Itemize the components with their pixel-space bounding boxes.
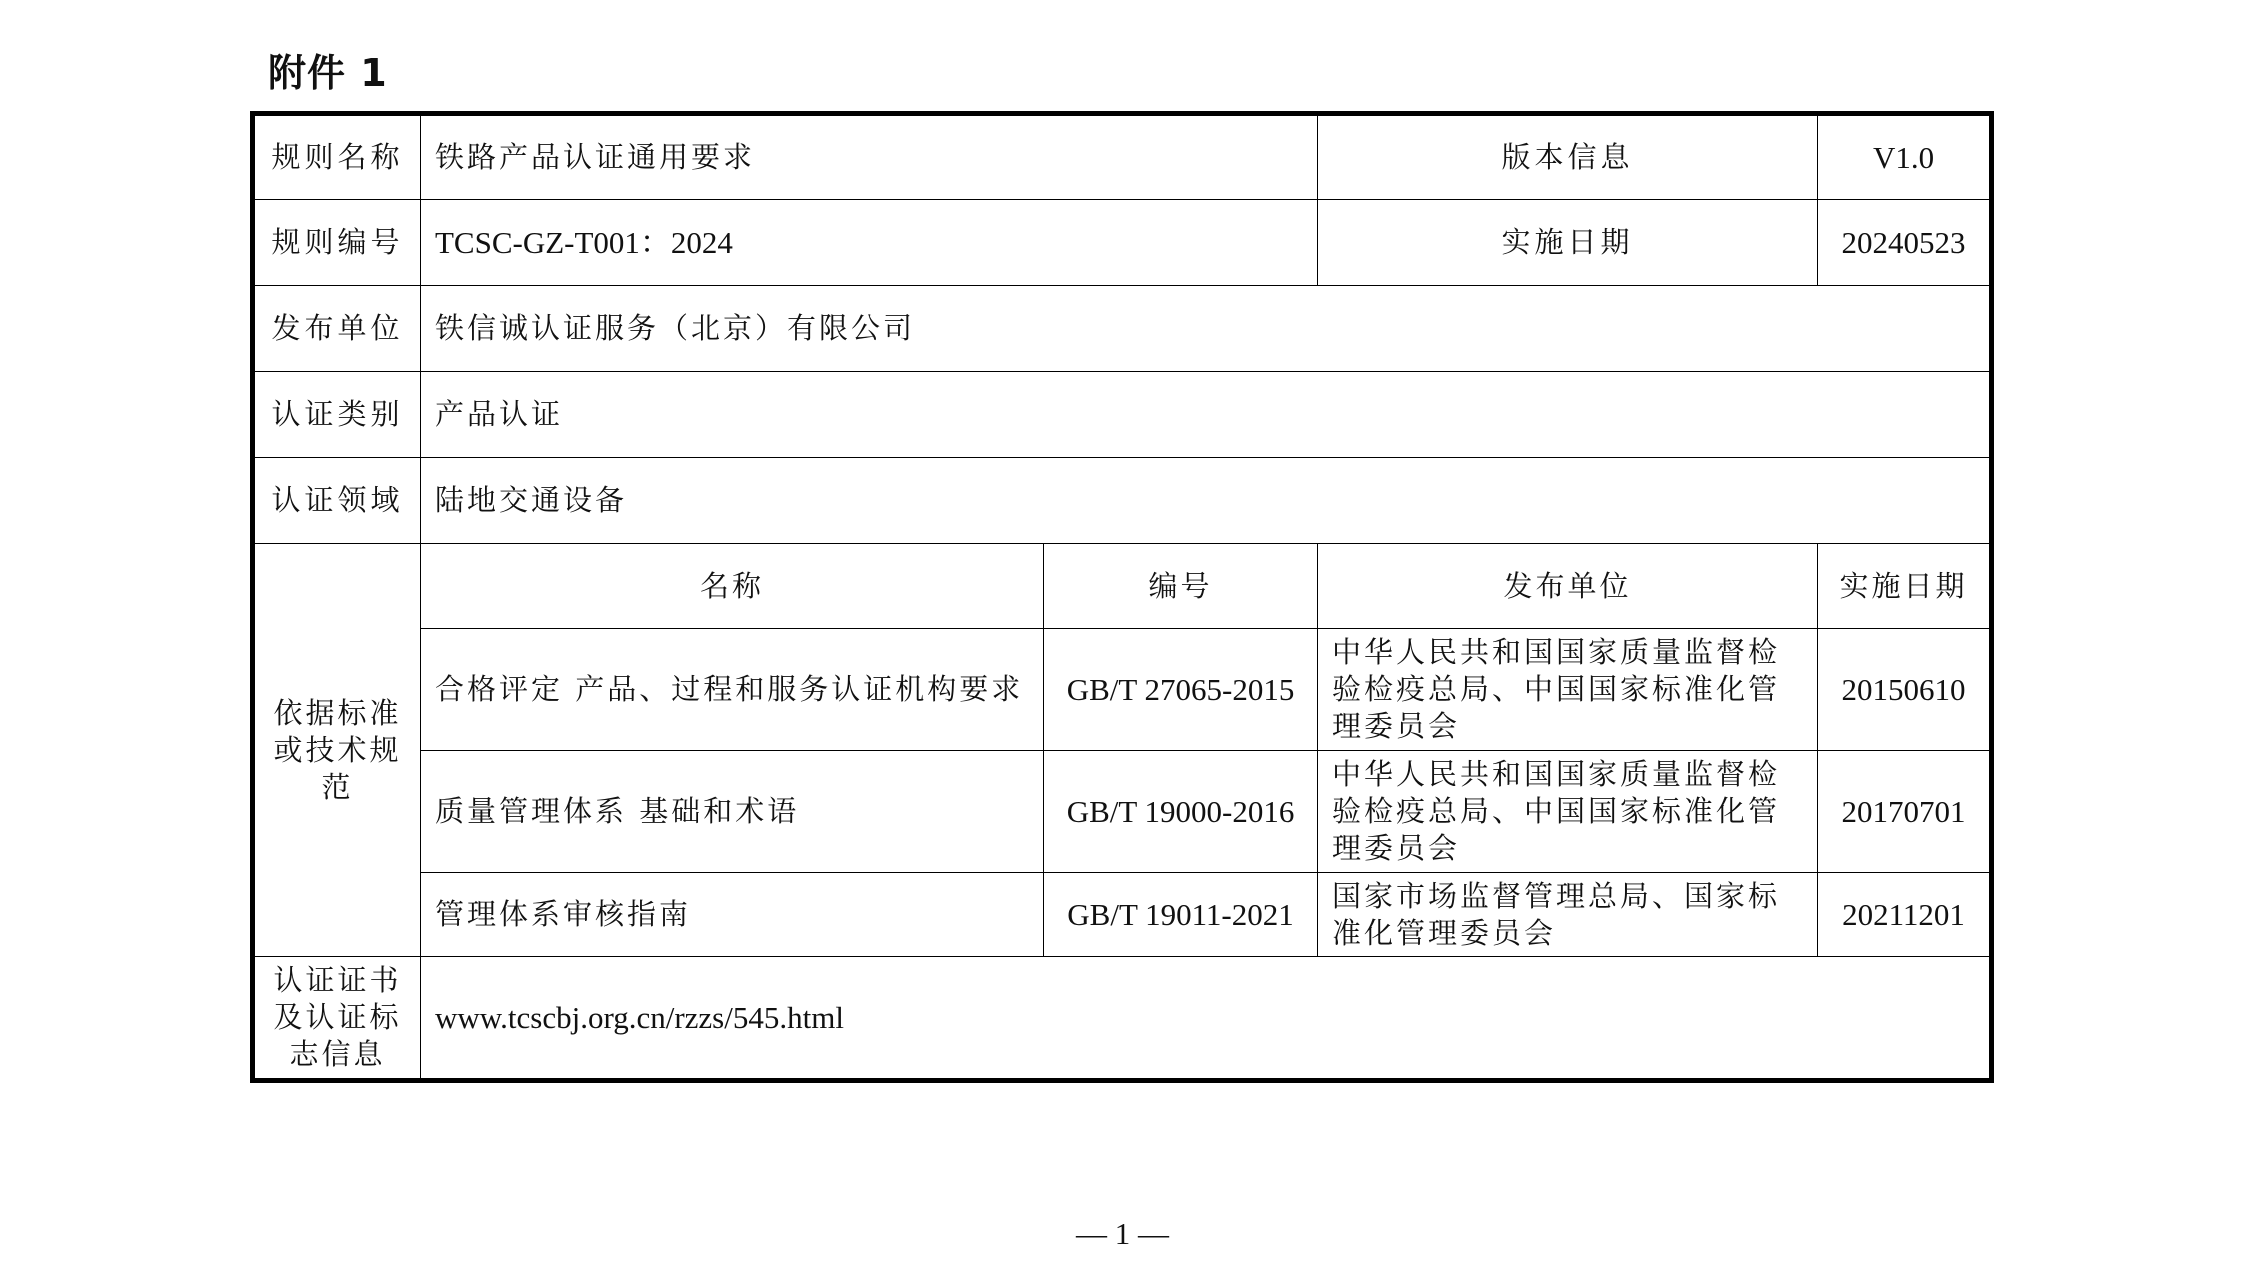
effective-date-value: 20240523	[1818, 200, 1992, 286]
category-value: 产品认证	[421, 372, 1992, 458]
standards-header-name: 名称	[421, 544, 1044, 629]
page-number: — 1 —	[1076, 1216, 1169, 1251]
issuer-label: 发布单位	[253, 286, 421, 372]
field-row	[253, 458, 1992, 544]
attachment-label: 附件 1	[268, 51, 388, 95]
issuer-value: 铁信诚认证服务（北京）有限公司	[421, 286, 1992, 372]
rule-number-row	[253, 200, 1992, 286]
field-label: 认证领域	[253, 458, 421, 544]
standards-header-code: 编号	[1044, 544, 1318, 629]
certificate-row	[253, 957, 1992, 1081]
standards-header-date: 实施日期	[1818, 544, 1992, 629]
standard-code: GB/T 19011-2021	[1044, 873, 1318, 957]
standard-name: 质量管理体系 基础和术语	[421, 751, 1044, 873]
standard-name: 合格评定 产品、过程和服务认证机构要求	[421, 629, 1044, 751]
standards-header-issuer: 发布单位	[1318, 544, 1818, 629]
table-row	[253, 751, 1992, 873]
table-row	[253, 873, 1992, 957]
standard-date: 20150610	[1818, 629, 1992, 751]
rule-number-label: 规则编号	[253, 200, 421, 286]
standards-section-label: 依据标准或技术规范	[253, 544, 421, 957]
standard-issuer: 国家市场监督管理总局、国家标准化管理委员会	[1318, 873, 1818, 957]
category-row	[253, 372, 1992, 458]
table-row	[253, 629, 1992, 751]
standard-code: GB/T 27065-2015	[1044, 629, 1318, 751]
issuer-row	[253, 286, 1992, 372]
standard-name: 管理体系审核指南	[421, 873, 1044, 957]
rule-name-label: 规则名称	[253, 114, 421, 200]
rule-name-row	[253, 114, 1992, 200]
standards-header-row	[253, 544, 1992, 629]
category-label: 认证类别	[253, 372, 421, 458]
certificate-label: 认证证书及认证标志信息	[253, 957, 421, 1081]
field-value: 陆地交通设备	[421, 458, 1992, 544]
standard-date: 20211201	[1818, 873, 1992, 957]
rule-name-value: 铁路产品认证通用要求	[421, 114, 1318, 200]
certificate-url: www.tcscbj.org.cn/rzzs/545.html	[421, 957, 1992, 1081]
standard-issuer: 中华人民共和国国家质量监督检验检疫总局、中国国家标准化管理委员会	[1318, 629, 1818, 751]
rule-number-value: TCSC-GZ-T001：2024	[421, 200, 1318, 286]
version-label: 版本信息	[1318, 114, 1818, 200]
standard-code: GB/T 19000-2016	[1044, 751, 1318, 873]
rule-info-table	[250, 111, 1994, 1083]
standard-issuer: 中华人民共和国国家质量监督检验检疫总局、中国国家标准化管理委员会	[1318, 751, 1818, 873]
effective-date-label: 实施日期	[1318, 200, 1818, 286]
standard-date: 20170701	[1818, 751, 1992, 873]
version-value: V1.0	[1818, 114, 1992, 200]
